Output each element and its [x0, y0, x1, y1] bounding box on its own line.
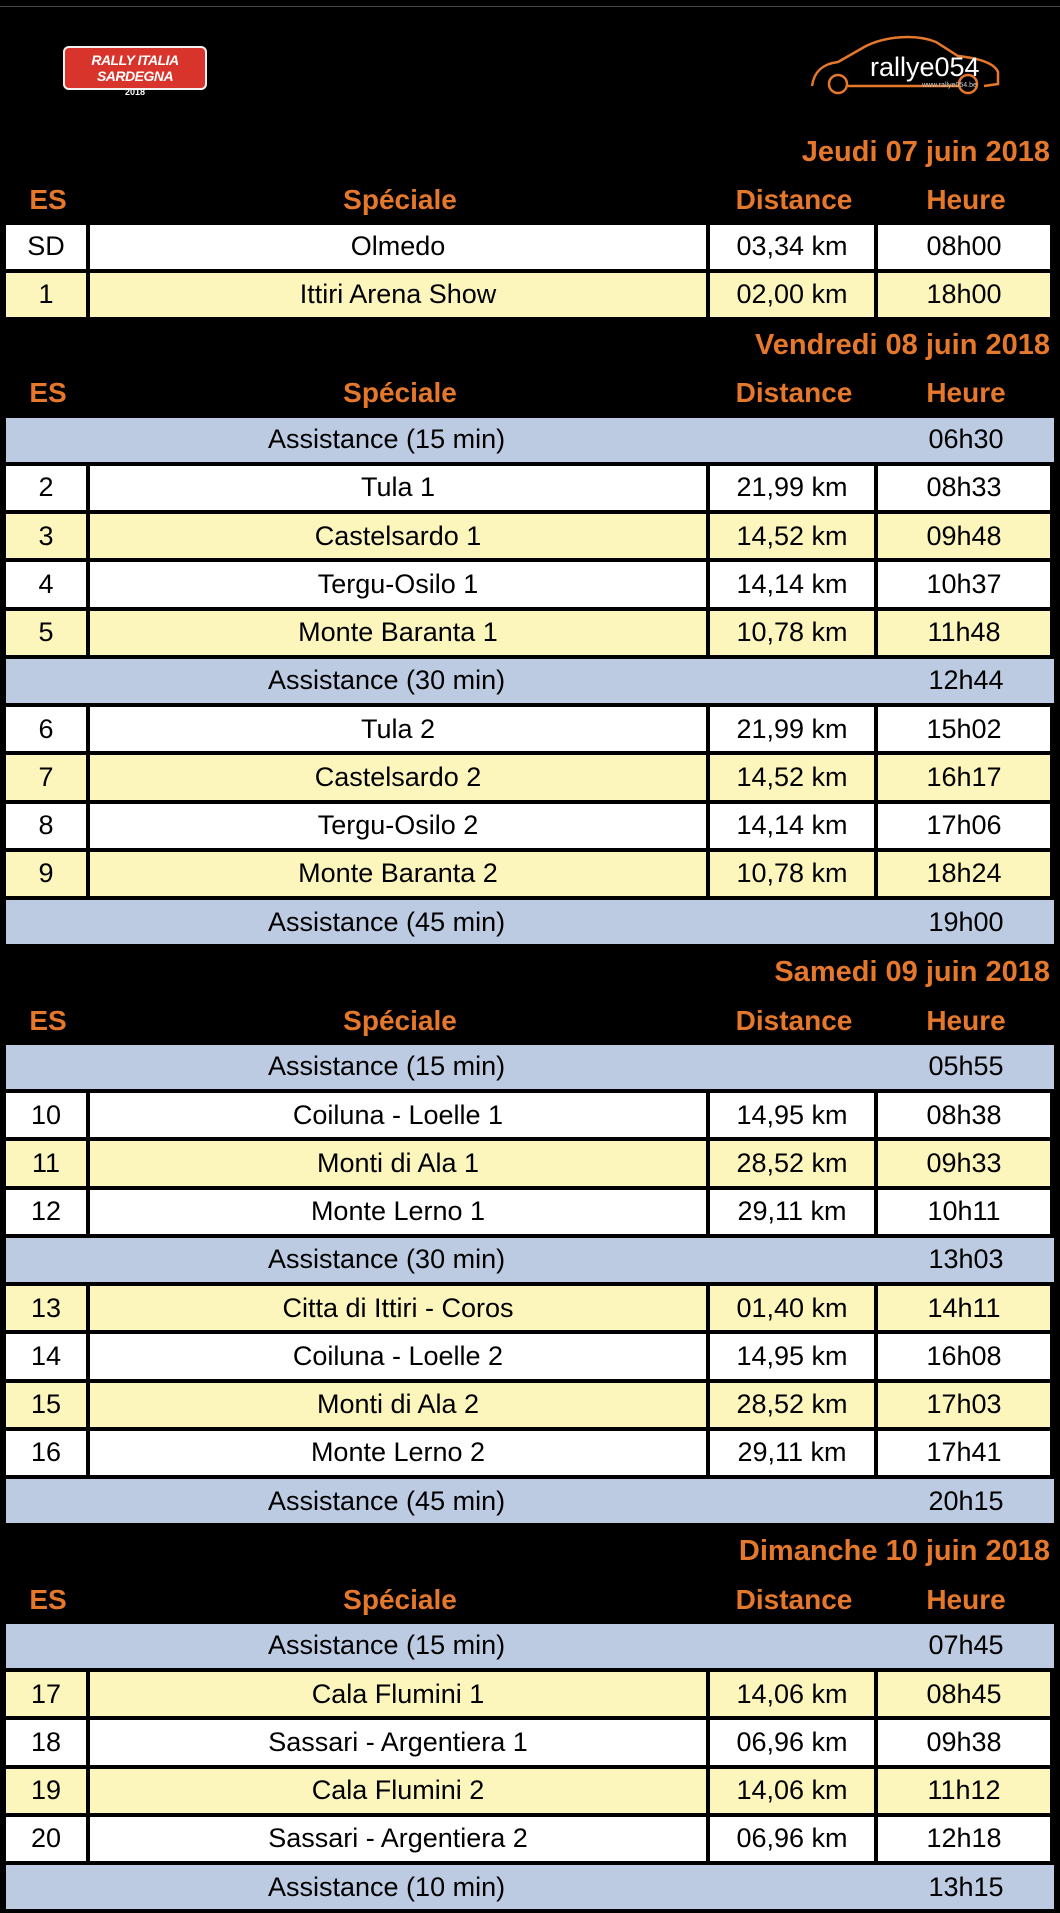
assistance-label: Assistance (10 min): [6, 1865, 878, 1913]
stage-name: Coiluna - Loelle 2: [90, 1334, 710, 1382]
stage-distance: 21,99 km: [710, 466, 878, 514]
stage-distance: 14,52 km: [710, 514, 878, 562]
stage-time: 15h02: [878, 707, 1054, 755]
stage-number: 9: [6, 852, 90, 900]
stage-time: 09h33: [878, 1141, 1054, 1189]
assistance-time: 13h03: [878, 1238, 1054, 1286]
stage-number: 7: [6, 755, 90, 803]
assistance-time: 19h00: [878, 900, 1054, 948]
stage-name: Sassari - Argentiera 1: [90, 1720, 710, 1768]
stage-number: 5: [6, 611, 90, 659]
logo-left-title: RALLY ITALIA SARDEGNA: [91, 52, 179, 84]
stage-number: 16: [6, 1431, 90, 1479]
stage-distance: 28,52 km: [710, 1383, 878, 1431]
column-header-heure: Heure: [926, 377, 1006, 409]
stage-number: 11: [6, 1141, 90, 1189]
stage-time: 10h37: [878, 562, 1054, 610]
column-header-es: ES: [29, 1004, 67, 1036]
stage-distance: 14,95 km: [710, 1093, 878, 1141]
stage-name: Monte Lerno 1: [90, 1190, 710, 1238]
day-title: Vendredi 08 juin 2018: [755, 328, 1050, 361]
column-header-distance: Distance: [735, 1004, 853, 1036]
assistance-label: Assistance (30 min): [6, 1238, 878, 1286]
stage-name: Citta di Ittiri - Coros: [90, 1286, 710, 1334]
stage-time: 17h06: [878, 804, 1054, 852]
stage-number: 18: [6, 1720, 90, 1768]
column-header-heure: Heure: [926, 1583, 1006, 1615]
stage-number: 13: [6, 1286, 90, 1334]
column-header-heure: Heure: [926, 1004, 1006, 1036]
logo-right-url: www.rallye054.be: [922, 82, 977, 89]
stage-number: 12: [6, 1190, 90, 1238]
stage-name: Tergu-Osilo 2: [90, 804, 710, 852]
stage-distance: 28,52 km: [710, 1141, 878, 1189]
stage-name: Sassari - Argentiera 2: [90, 1817, 710, 1865]
stage-distance: 29,11 km: [710, 1190, 878, 1238]
stage-name: Tergu-Osilo 1: [90, 562, 710, 610]
assistance-time: 13h15: [878, 1865, 1054, 1913]
stage-number: 15: [6, 1383, 90, 1431]
assistance-label: Assistance (15 min): [6, 1624, 878, 1672]
stage-name: Tula 1: [90, 466, 710, 514]
stage-name: Monte Baranta 2: [90, 852, 710, 900]
column-header-heure: Heure: [926, 184, 1006, 216]
logo-left-year: 2018: [124, 87, 146, 97]
stage-number: 19: [6, 1769, 90, 1817]
stage-time: 08h00: [878, 225, 1054, 273]
assistance-time: 20h15: [878, 1479, 1054, 1527]
stage-name: Monte Lerno 2: [90, 1431, 710, 1479]
stage-name: Cala Flumini 1: [90, 1672, 710, 1720]
stage-distance: 21,99 km: [710, 707, 878, 755]
assistance-label: Assistance (45 min): [6, 900, 878, 948]
assistance-time: 05h55: [878, 1045, 1054, 1093]
stage-time: 08h38: [878, 1093, 1054, 1141]
stage-time: 08h33: [878, 466, 1054, 514]
assistance-time: 12h44: [878, 659, 1054, 707]
assistance-label: Assistance (45 min): [6, 1479, 878, 1527]
stage-distance: 10,78 km: [710, 852, 878, 900]
day-title: Dimanche 10 juin 2018: [738, 1534, 1050, 1567]
stage-time: 18h24: [878, 852, 1054, 900]
stage-time: 17h41: [878, 1431, 1054, 1479]
stage-number: SD: [6, 225, 90, 273]
stage-number: 14: [6, 1334, 90, 1382]
stage-time: 12h18: [878, 1817, 1054, 1865]
stage-time: 09h48: [878, 514, 1054, 562]
stage-time: 10h11: [878, 1190, 1054, 1238]
column-header-distance: Distance: [735, 184, 853, 216]
assistance-label: Assistance (15 min): [6, 1045, 878, 1093]
column-header-speciale: Spéciale: [343, 184, 457, 216]
stage-time: 18h00: [878, 273, 1054, 321]
stage-number: 4: [6, 562, 90, 610]
logo-right-brand: rallye054: [870, 52, 980, 82]
stage-distance: 14,52 km: [710, 755, 878, 803]
stage-number: 17: [6, 1672, 90, 1720]
stage-name: Castelsardo 2: [90, 755, 710, 803]
rallye054-logo: [808, 28, 1008, 98]
day-title: Samedi 09 juin 2018: [774, 955, 1050, 988]
stage-time: 14h11: [878, 1286, 1054, 1334]
stage-distance: 14,06 km: [710, 1769, 878, 1817]
column-header-distance: Distance: [735, 377, 853, 409]
stage-time: 17h03: [878, 1383, 1054, 1431]
assistance-label: Assistance (30 min): [6, 659, 878, 707]
stage-name: Monte Baranta 1: [90, 611, 710, 659]
stage-time: 09h38: [878, 1720, 1054, 1768]
column-header-es: ES: [29, 377, 67, 409]
stage-time: 11h48: [878, 611, 1054, 659]
column-header-distance: Distance: [735, 1583, 853, 1615]
stage-distance: 06,96 km: [710, 1817, 878, 1865]
assistance-label: Assistance (15 min): [6, 418, 878, 466]
stage-number: 10: [6, 1093, 90, 1141]
column-header-es: ES: [29, 184, 67, 216]
assistance-time: 07h45: [878, 1624, 1054, 1672]
stage-time: 11h12: [878, 1769, 1054, 1817]
stage-distance: 29,11 km: [710, 1431, 878, 1479]
stage-distance: 14,06 km: [710, 1672, 878, 1720]
stage-distance: 01,40 km: [710, 1286, 878, 1334]
day-title: Jeudi 07 juin 2018: [801, 135, 1050, 168]
stage-name: Ittiri Arena Show: [90, 273, 710, 321]
assistance-time: 06h30: [878, 418, 1054, 466]
stage-name: Tula 2: [90, 707, 710, 755]
stage-distance: 14,14 km: [710, 562, 878, 610]
stage-time: 16h08: [878, 1334, 1054, 1382]
stage-number: 2: [6, 466, 90, 514]
stage-time: 08h45: [878, 1672, 1054, 1720]
stage-number: 1: [6, 273, 90, 321]
stage-name: Monti di Ala 2: [90, 1383, 710, 1431]
rally-italia-sardegna-logo: [63, 46, 207, 97]
stage-distance: 14,95 km: [710, 1334, 878, 1382]
column-header-speciale: Spéciale: [343, 1004, 457, 1036]
stage-time: 16h17: [878, 755, 1054, 803]
top-border: [0, 0, 1060, 7]
stage-distance: 10,78 km: [710, 611, 878, 659]
stage-name: Castelsardo 1: [90, 514, 710, 562]
stage-number: 20: [6, 1817, 90, 1865]
stage-distance: 14,14 km: [710, 804, 878, 852]
stage-distance: 02,00 km: [710, 273, 878, 321]
stage-number: 8: [6, 804, 90, 852]
column-header-speciale: Spéciale: [343, 377, 457, 409]
stage-name: Cala Flumini 2: [90, 1769, 710, 1817]
stage-name: Olmedo: [90, 225, 710, 273]
stage-number: 3: [6, 514, 90, 562]
column-header-speciale: Spéciale: [343, 1583, 457, 1615]
stage-name: Coiluna - Loelle 1: [90, 1093, 710, 1141]
stage-distance: 06,96 km: [710, 1720, 878, 1768]
stage-name: Monti di Ala 1: [90, 1141, 710, 1189]
column-header-es: ES: [29, 1583, 67, 1615]
schedule-table: [6, 128, 1054, 1913]
stage-number: 6: [6, 707, 90, 755]
stage-distance: 03,34 km: [710, 225, 878, 273]
